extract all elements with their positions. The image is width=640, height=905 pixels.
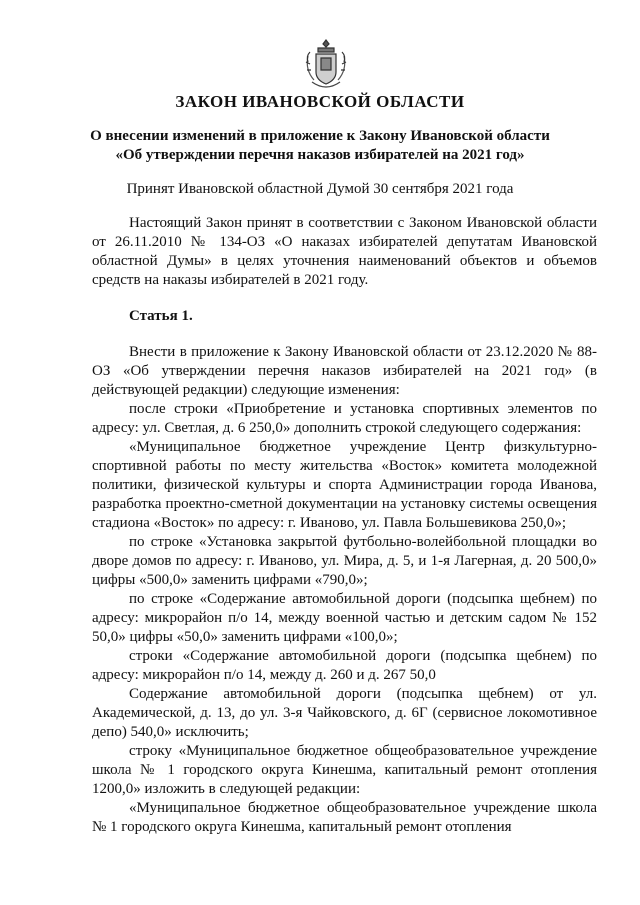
article-paragraph: «Муниципальное бюджетное общеобразовательное учреждение школа № 1 городского округа Кинешма, капитальный ремонт отопления bbox=[92, 800, 597, 835]
article-paragraph: «Муниципальное бюджетное учреждение Центр физкультурно-спортивной работы по месту жительства «Восток» комитета молодежной политики, физической культуры и спорта Администрации города Иванова, разработка проектно-сметной документации на установку системы освещения стадиона «Восток» по адресу: г. Иваново, ул. Павла Большевикова 250,0»; bbox=[92, 439, 597, 531]
article-paragraph: по строке «Установка закрытой футбольно-волейбольной площадки во дворе домов по адресу: г. Иваново, ул. Мира, д. 5, и 1-я Лагерная, д. 20 500,0» цифры «500,0» заменить цифрами «790,0»; bbox=[92, 534, 597, 588]
law-subtitle bbox=[60, 127, 580, 165]
document-body bbox=[92, 214, 597, 837]
coat-of-arms-emblem bbox=[304, 38, 348, 92]
article-paragraph: строку «Муниципальное бюджетное общеобразовательное учреждение школа № 1 городского округа Кинешма, капитальный ремонт отопления 1200,0» изложить в следующей редакции: bbox=[92, 743, 597, 797]
article-paragraph: Содержание автомобильной дороги (подсыпка щебнем) от ул. Академической, д. 13, до ул. 3-я Чайковского, д. 6Г (сервисное локомотивное депо) 540,0» исключить; bbox=[92, 686, 597, 740]
preamble-paragraph: Настоящий Закон принят в соответствии с Законом Ивановской области от 26.11.2010 № 134-ОЗ «О наказах избирателей депутатам Ивановской областной Думы» в целях уточнения наименований объектов и объемов средств на наказы избирателей в 2021 году. bbox=[92, 215, 597, 288]
article-heading: Статья 1. bbox=[129, 308, 193, 324]
subtitle-line-1: О внесении изменений в приложение к Закону Ивановской области bbox=[90, 128, 550, 144]
article-paragraph: по строке «Содержание автомобильной дороги (подсыпка щебнем) по адресу: микрорайон п/о 14, между военной частью и детским садом № 152 50,0» цифры «50,0» заменить цифрами «100,0»; bbox=[92, 591, 597, 645]
article-paragraph: строки «Содержание автомобильной дороги (подсыпка щебнем) по адресу: микрорайон п/о 14, между д. 260 и д. 267 50,0 bbox=[92, 648, 597, 683]
article-paragraph: Внести в приложение к Закону Ивановской области от 23.12.2020 № 88-ОЗ «Об утверждении перечня наказов избирателей на 2021 год» (в действующей редакции) следующие изменения: bbox=[92, 344, 597, 398]
article-paragraph: после строки «Приобретение и установка спортивных элементов по адресу: ул. Светлая, д. 6 250,0» дополнить строкой следующего содержания: bbox=[92, 401, 597, 436]
law-title: ЗАКОН ИВАНОВСКОЙ ОБЛАСТИ bbox=[175, 92, 465, 111]
subtitle-line-2: «Об утверждении перечня наказов избирателей на 2021 год» bbox=[115, 147, 525, 163]
adoption-date: Принят Ивановской областной Думой 30 сентября 2021 года bbox=[126, 181, 514, 197]
